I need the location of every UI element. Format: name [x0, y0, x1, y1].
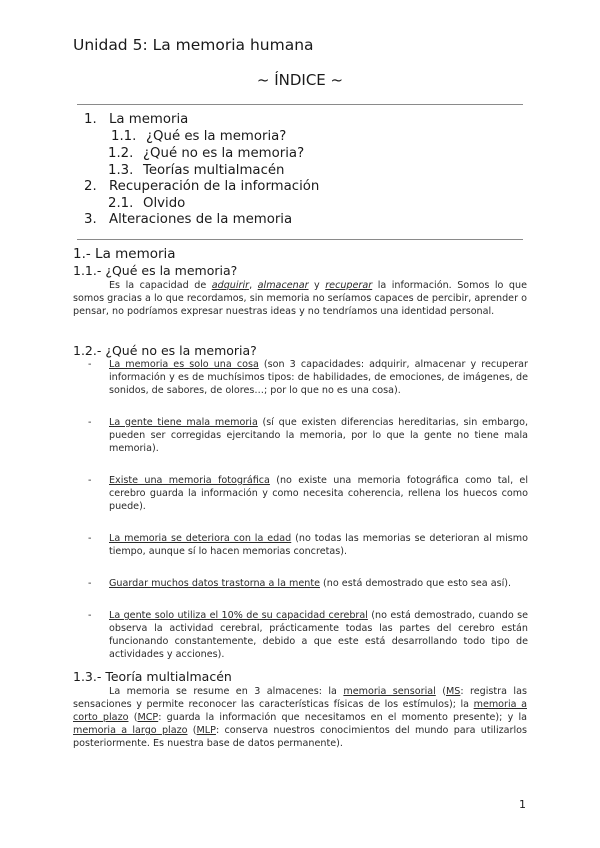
- toc-item[interactable]: [111, 129, 286, 144]
- subsection-heading-what-is: 1.1.- ¿Qué es la memoria?: [73, 263, 238, 278]
- toc-item[interactable]: [84, 212, 292, 227]
- toc-text: ¿Qué es la memoria?: [146, 129, 287, 144]
- list-item: - La gente tiene mala memoria (sí que existen diferencias hereditarias, sin embargo, pueden ser corregidas ejercitando la memoria, por lo que la gente no tiene mala memoria).: [88, 417, 528, 454]
- toc-text: Olvido: [143, 196, 186, 211]
- toc-text: ¿Qué no es la memoria?: [143, 146, 305, 161]
- toc-number: 1.3.: [108, 163, 134, 178]
- toc-text: Teorías multialmacén: [143, 163, 285, 178]
- list-item: - Existe una memoria fotográfica (no existe una memoria fotográfica como tal, el cerebro guarda la información y como necesita coherencia, rellena los huecos como puede).: [88, 475, 528, 512]
- toc-number: 1.2.: [108, 146, 134, 161]
- toc-item[interactable]: [84, 179, 319, 194]
- toc-number: 2.: [84, 179, 97, 194]
- toc-number: 3.: [84, 212, 97, 227]
- index-heading: ~ ÍNDICE ~: [256, 71, 344, 89]
- toc-item[interactable]: [108, 146, 304, 161]
- list-item: - La gente solo utiliza el 10% de su capacidad cerebral (no está demostrado, cuando se observa la actividad cerebral, prácticamente todas las partes del cerebro están funcionando constantemente, debido a que este está desarrollando todo tipo de actividades y acciones).: [88, 610, 528, 660]
- toc-item[interactable]: [84, 112, 188, 127]
- list-item: - Guardar muchos datos trastorna a la mente (no está demostrado que esto sea así).: [88, 578, 512, 589]
- list-item: - La memoria es solo una cosa (son 3 capacidades: adquirir, almacenar y recuperar información y es de muchísimos tipos: de habilidades, de emociones, de imágenes, de sonidos, de sabores, de olores…; por lo que no es una cosa).: [88, 359, 528, 396]
- divider-bottom: [77, 239, 523, 240]
- toc-number: 2.1.: [108, 196, 134, 211]
- toc-text: Recuperación de la información: [109, 179, 320, 194]
- paragraph-multistore: La memoria se resume en 3 almacenes: la memoria sensorial (MS: registra las sensaciones y permite reconocer las características físicas de los estímulos); la memoria a corto plazo (MCP: guarda la información que necesitamos en el momento presente); y la memoria a largo plazo (MLP: conserva nuestros conocimientos del mundo para utilizarlos posteriormente. Es nuestra base de datos permanente).: [73, 686, 528, 749]
- document-title: Unidad 5: La memoria humana: [73, 36, 314, 54]
- toc-text: La memoria: [109, 112, 189, 127]
- paragraph-what-is: Es la capacidad de adquirir, almacenar y recuperar la información. Somos lo que somos gracias a lo que recordamos, sin memoria no seríamos capaces de percibir, aprender o pensar, no podríamos expresar nuestras ideas y no tendríamos una identidad personal.: [73, 280, 527, 317]
- subsection-heading-multistore: 1.3.- Teoría multialmacén: [73, 669, 232, 684]
- toc-item[interactable]: [108, 196, 185, 211]
- section-heading: 1.- La memoria: [73, 246, 176, 262]
- list-item: - La memoria se deteriora con la edad (no todas las memorias se deterioran al mismo tiempo, aunque sí lo hacen memorias concretas).: [88, 533, 528, 557]
- page-number: 1: [519, 798, 526, 811]
- subsection-heading-what-is-not: 1.2.- ¿Qué no es la memoria?: [73, 343, 257, 358]
- toc-number: 1.1.: [111, 129, 137, 144]
- toc-item[interactable]: [108, 163, 285, 178]
- toc-text: Alteraciones de la memoria: [109, 212, 293, 227]
- toc-number: 1.: [84, 112, 97, 127]
- myths-list: [88, 358, 528, 680]
- divider-top: [77, 104, 523, 105]
